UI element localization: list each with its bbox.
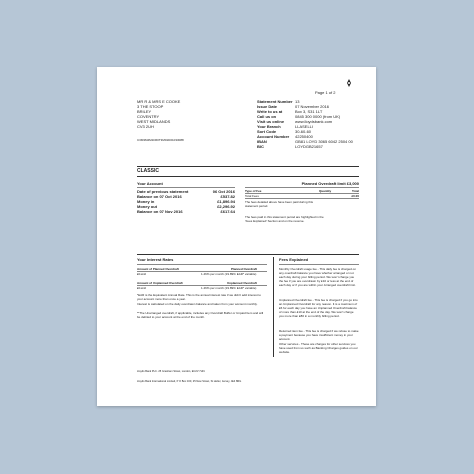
- fees-paragraph: Unplanned Overdraft fee - This fee is charged if you go into an Unplanned Overdraft for any reason. It is a maximum of £6 for each day you have an Unplanned Overdraft balance of more than £10 at the end of the day. We won't charge you more than £80 in a monthly billing period.: [279, 298, 358, 318]
- detail-value: LOYDGB21657: [295, 144, 323, 149]
- divider: [245, 193, 359, 194]
- divider: [137, 264, 267, 265]
- detail-label: Account Number: [257, 134, 290, 139]
- bank-logo: [344, 75, 354, 85]
- detail-label: Statement Number: [257, 99, 293, 104]
- detail-value: 13: [295, 99, 300, 104]
- divider: [137, 176, 359, 177]
- fees-explained-title: Fees Explained: [279, 257, 309, 262]
- column-divider: [273, 257, 274, 357]
- account-row-value: 06 Oct 2016: [212, 189, 235, 194]
- overdraft-note: The fees paid in this statement period are highlighted in the 'Fees Explained' Section and on the reverse.: [245, 215, 324, 223]
- overdraft-title: Planned Overdraft limit £3,000: [301, 181, 359, 186]
- your-account-table: [137, 189, 235, 214]
- total-fees-value: £0.00: [351, 194, 359, 198]
- interest-note: Interest is calculated on the daily overdrawn balance and taken from your account monthly.: [137, 302, 258, 306]
- detail-label: Visit us online: [257, 119, 285, 124]
- unplanned-amount: £0-£nil: [137, 286, 147, 290]
- account-row-value: £2,296.92: [217, 204, 235, 209]
- account-row-label: Balance on 07 Oct 2016: [137, 194, 182, 199]
- unplanned-amount-label: Amount of Unplanned Overdraft: [137, 281, 183, 285]
- account-details: [257, 99, 362, 149]
- account-row-value: £537.82: [220, 194, 235, 199]
- fees-paragraph: Other services - These are charges for other services you have used from us such as Banking Charges guides on our website.: [279, 342, 358, 354]
- account-row-label: Balance on 07 Nov 2016: [137, 209, 183, 214]
- unplanned-rate: 1.46% per month (19.89% EAR* variable): [201, 286, 257, 290]
- detail-value: 30-60-60: [295, 129, 312, 134]
- your-account-title: Your Account: [137, 181, 163, 186]
- detail-value: 42250400: [295, 134, 313, 139]
- divider: [245, 187, 359, 188]
- address-line: 3 THE STOOP: [137, 104, 164, 109]
- detail-label: Write to us at: [257, 109, 283, 114]
- total-fees-label: Total Fees: [245, 194, 259, 198]
- detail-value: 0845 300 0000 (from UK): [295, 114, 341, 119]
- reference-number: C3M3M4M1D60T3M01D01033088: [137, 138, 184, 142]
- detail-label: BIC: [257, 144, 264, 149]
- fees-paragraph: Returned item fee - This fee is charged if we refuse to make a payment because you have insufficient money in your account.: [279, 329, 359, 341]
- detail-value: LLASELLI: [295, 124, 314, 129]
- divider: [137, 254, 359, 255]
- detail-label: IBAN: [257, 139, 267, 144]
- footer-line: Lloyds Bank PLC. 25 Gresham Street, London, EC2V 7HN.: [137, 370, 206, 373]
- fee-type-header: Type of Fee: [245, 189, 262, 193]
- address-line: CV3 2UH: [137, 124, 154, 129]
- unplanned-overdraft-header: Unplanned Overdraft: [227, 281, 257, 285]
- account-row-value: £1,896.94: [217, 199, 235, 204]
- divider: [137, 166, 359, 167]
- footer-line: Lloyds Bank International Limited, P O Box 160, 25 New Street, St Helier, Jersey, JE4 8RG: [137, 380, 242, 383]
- detail-value: www.lloydsbank.com: [295, 119, 333, 124]
- product-name: CLASSIC: [137, 168, 159, 174]
- divider: [279, 264, 359, 265]
- bank-statement-page: [97, 67, 376, 406]
- account-row-label: Date of previous statement: [137, 189, 189, 194]
- divider: [137, 187, 235, 188]
- address-line: WEST MIDLANDS: [137, 119, 171, 124]
- planned-overdraft-header: Planned Overdraft: [231, 267, 258, 271]
- detail-value: Box 3, S31 1LT: [295, 109, 323, 114]
- address-line: BRILEY: [137, 109, 152, 114]
- address-line: COVENTRY: [137, 114, 160, 119]
- fees-paragraph: Monthly Overdraft usage fee - This daily fee is charged on any overdraft balance you have whether arranged or not each day during your billing period. We won't charge you the fee if you are overdrawn by £10 or less at the end of each day or if you are within your Arranged overdraft limit.: [279, 267, 356, 287]
- account-row-label: Money out: [137, 204, 157, 209]
- account-row-value: £617.64: [220, 209, 235, 214]
- detail-label: Your Branch: [257, 124, 281, 129]
- interest-title: Your Interest Rates: [137, 257, 174, 262]
- fee-quantity-header: Quantity: [319, 189, 332, 193]
- divider: [245, 198, 359, 199]
- interest-note: *EAR is the Equivalent Annual Rate. This is the annual interest rate if we didn't add interest to your account more than once a year.: [137, 293, 261, 301]
- address-line: MR R & MRS E COOKE: [137, 99, 181, 104]
- page-number: Page 1 of 2: [315, 90, 336, 95]
- customer-address: [137, 99, 180, 129]
- planned-amount: £0-£nil: [137, 272, 147, 276]
- detail-value: 07 November 2016: [295, 104, 330, 109]
- detail-value: GB81 LOYD 3065 6042 2504 00: [295, 139, 353, 144]
- overdraft-note: The fees detailed above have been paid during this statement period.: [245, 200, 314, 208]
- detail-label: Call us on: [257, 114, 277, 119]
- interest-note: **The Unarranged overdraft, if applicable, includes any Overdraft Buffer or Unpaid Item and will be debited to your account at the end of the month.: [137, 311, 264, 319]
- detail-label: Sort Code: [257, 129, 277, 134]
- fee-total-header: Total: [352, 189, 359, 193]
- account-row-label: Money in: [137, 199, 155, 204]
- planned-amount-label: Amount of Planned Overdraft: [137, 267, 179, 271]
- detail-label: Issue Date: [257, 104, 278, 109]
- planned-rate: 1.46% per month (19.89% EAR* variable): [201, 272, 257, 276]
